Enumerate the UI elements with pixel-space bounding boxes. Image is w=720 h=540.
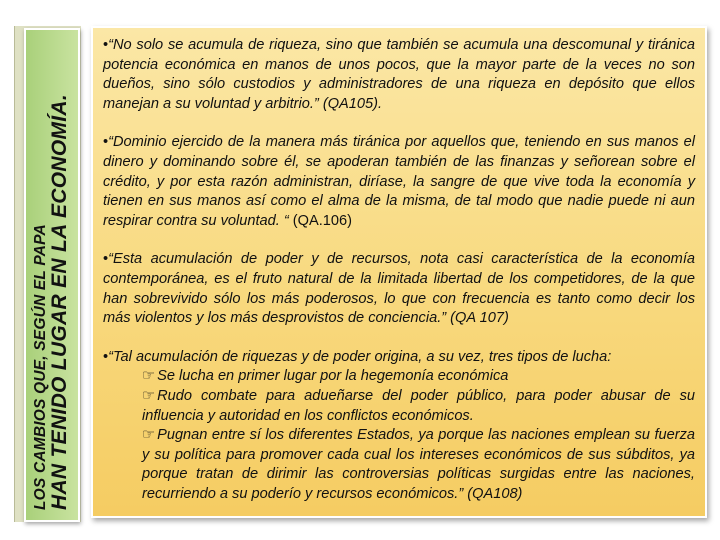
- bullet: •: [103, 348, 109, 365]
- sub-item-text: Se lucha en primer lugar por la hegemonía económica: [157, 368, 509, 385]
- sub-item-3: [142, 426, 695, 504]
- quote-text: “Esta acumulación de poder y de recursos, nota casi característica de la economía contemporánea, es el fruto natural de la limitada libertad de los competidores, de la que han sobrevivido sólo los más poderosos, lo que con frecuencia es tanto como decir los más violentos y los más desprovistos de conciencia.” (QA 107): [103, 251, 695, 327]
- bullet: •: [103, 134, 109, 151]
- title-line-2: HAN TENIDO LUGAR EN LA ECONOMÍA.: [48, 94, 72, 510]
- quote-paragraph-1: [103, 36, 695, 114]
- quote-text: “Dominio ejercido de la manera más tiránica por aquellos que, teniendo en sus manos el dinero y dominando sobre él, se apoderan también de las finanzas y señorean sobre el crédito, y por esta razón administran, diríase, la sangre de que vive toda la economía y tienen en sus manos así como el alma de la misma, de tal modo que nadie puede ni aun respirar contra su voluntad. “: [103, 134, 695, 229]
- quote-paragraph-3: [103, 250, 695, 328]
- quote-reference: (QA.106): [288, 212, 353, 229]
- pointing-hand-icon: ☞: [142, 427, 156, 444]
- quote-paragraph-2: [103, 133, 695, 231]
- pointing-hand-icon: ☞: [142, 368, 156, 385]
- sub-item-text: Pugnan entre sí los diferentes Estados, ya porque las naciones emplean su fuerza y su política para promover cada cual los intereses económicos de sus súbditos, ya porque tratan de dirimir las controversias políticas surgidas entre las naciones, recurriendo a su poderío y recursos económicos.” (QA108): [142, 427, 695, 502]
- bullet: •: [103, 37, 109, 53]
- quotes-panel: [91, 26, 707, 518]
- slide-title: [33, 40, 71, 510]
- quote-text: “No solo se acumula de riqueza, sino que también se acumula una descomunal y tiránica potencia económica en manos de unos pocos, que la mayor parte de la veces no son dueños, sino sólo custodios y administradores de una riqueza en depósito que ellos manejan a su voluntad y arbitrio.” (QA105).: [103, 37, 695, 112]
- sub-item-1: [142, 367, 695, 387]
- title-line-1: LOS CAMBIOS QUE, SEGÚN EL PAPA: [31, 224, 49, 510]
- quote-paragraph-4: [103, 348, 695, 368]
- quote-text: “Tal acumulación de riquezas y de poder origina, a su vez, tres tipos de lucha:: [108, 348, 612, 365]
- bullet: •: [103, 251, 109, 268]
- title-banner: [24, 28, 80, 522]
- sub-item-2: [142, 387, 695, 426]
- pointing-hand-icon: ☞: [142, 387, 156, 404]
- sub-item-text: Rudo combate para adueñarse del poder público, para poder abusar de su influencia y autoridad en los conflictos económicos.: [142, 387, 695, 424]
